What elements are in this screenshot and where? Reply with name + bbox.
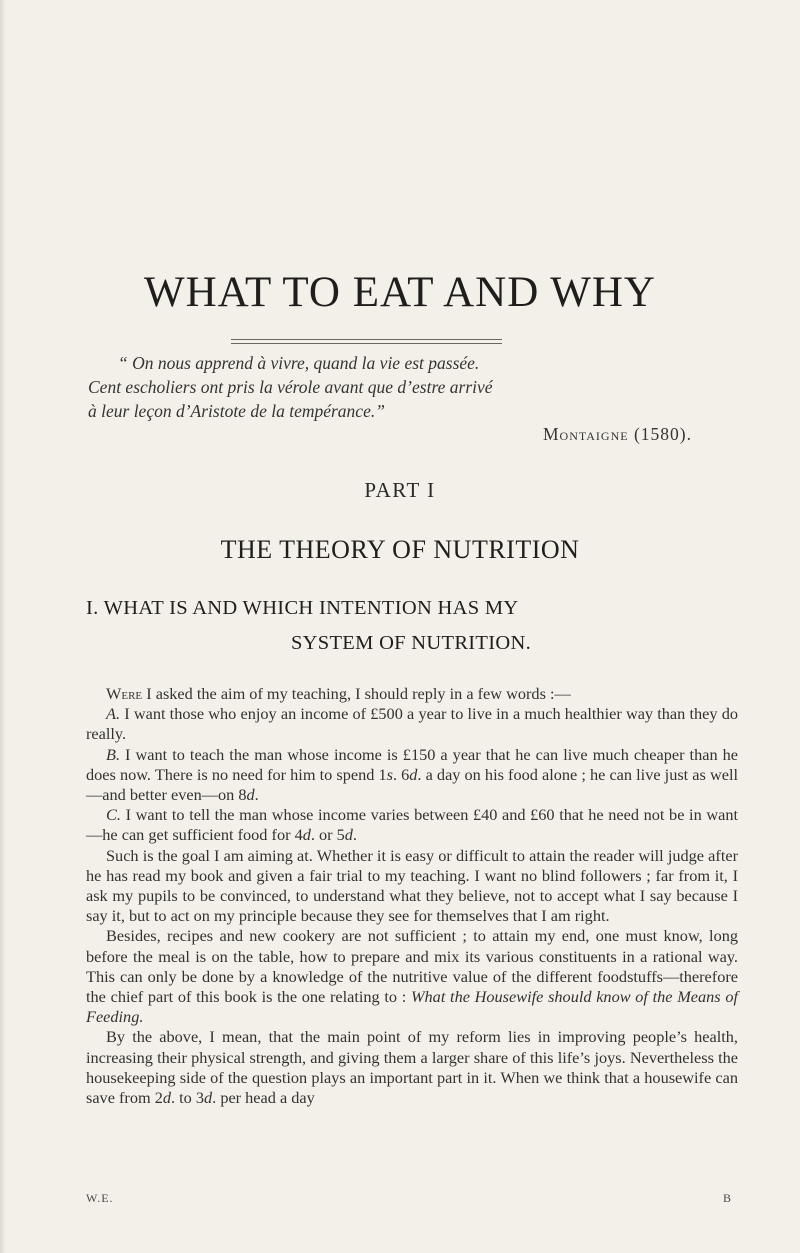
paragraph-c-text-2: . or 5 xyxy=(310,825,345,845)
part-heading: PART I xyxy=(364,478,436,502)
pence-abbr: d xyxy=(344,825,353,845)
paragraph-c-text-3: . xyxy=(352,825,357,845)
paragraph-b-text-4: . xyxy=(254,785,259,805)
chapter-heading-line-2: SYSTEM OF NUTRITION. xyxy=(290,632,532,654)
paragraph-goal: Such is the goal I am aiming at. Whether it is easy or difficult to attain the reader will judge after he has read my book and given a fair trial to my teaching. I want no blind followers ; far from it, I ask my pupils to be convinced, to understand what they believe, not to accept what I say because I say it, but to act on my principle because they see for themselves that I am right. xyxy=(86,845,738,926)
chapter-heading-line-1: I. WHAT IS AND WHICH INTENTION HAS MY xyxy=(86,597,519,619)
paragraph-a-text: I want those who enjoy an income of £500 a year to live in a much healthier way than they do really. xyxy=(86,704,738,744)
label-b: B. xyxy=(106,744,121,764)
paragraph-besides-text: Besides, recipes and new cookery are not sufficient ; to attain my end, one must know, long before the meal is on the table, how to prepare and mix its various constituents in a rational way. This can only be done by a knowledge of the nutritive value of the different foodstuffs—therefore the chief part of this book is the one relating to : xyxy=(86,926,738,1007)
epigraph xyxy=(88,351,728,423)
pence-abbr: d xyxy=(204,1088,213,1108)
pence-abbr: d xyxy=(246,785,255,805)
pence-abbr: d xyxy=(162,1088,171,1108)
pence-abbr: d xyxy=(409,764,418,784)
paragraph-reform-text-3: . per head a day xyxy=(212,1088,315,1108)
label-c: C. xyxy=(106,805,121,825)
part-title: THE THEORY OF NUTRITION xyxy=(220,535,580,564)
chapter-heading xyxy=(86,591,736,661)
paragraph-besides xyxy=(86,926,738,1027)
epigraph-attribution: Montaigne (1580). xyxy=(543,424,692,444)
page-edge-shadow xyxy=(0,0,6,1253)
paragraph-b-text-2: . 6 xyxy=(392,764,410,784)
paragraph-reform xyxy=(86,1027,738,1108)
body-text xyxy=(86,684,738,1108)
label-a: A. xyxy=(106,704,121,724)
paragraph-b-text-1: I want to teach the man whose income is £150 a year that he can live much cheaper than he does now. There is no need for him to spend 1 xyxy=(86,744,738,784)
epigraph-line-2: Cent escholiers ont pris la vérole avant que d’estre arrivé xyxy=(88,377,493,397)
pence-abbr: d xyxy=(302,825,311,845)
printer-signature: W.E. xyxy=(86,1191,114,1205)
paragraph-b xyxy=(86,745,738,806)
paragraph-b-text-3: . a day on his food alone ; he can live just as well—and better even—on 8 xyxy=(86,764,739,805)
epigraph-line-3: à leur leçon d’Aristote de la tempérance.” xyxy=(88,401,385,421)
signature-mark: B xyxy=(722,1191,732,1205)
paragraph-intro-text: I asked the aim of my teaching, I should reply in a few words :— xyxy=(142,684,571,703)
epigraph-line-1: “ On nous apprend à vivre, quand la vie est passée. xyxy=(118,353,480,373)
book-section-title: What the Housewife should know of the Means of Feeding. xyxy=(86,987,739,1027)
small-caps-opening: Were xyxy=(106,684,143,703)
shilling-abbr: s xyxy=(386,764,393,784)
paragraph-a xyxy=(86,704,738,744)
title-double-rule xyxy=(231,339,502,344)
paragraph-reform-text-2: . to 3 xyxy=(171,1088,205,1108)
paragraph-c xyxy=(86,805,738,845)
page-title: WHAT TO EAT AND WHY xyxy=(144,269,656,316)
paragraph-c-text-1: I want to tell the man whose income varies between £40 and £60 that he need not be in want—he can get sufficient food for 4 xyxy=(86,805,738,845)
paragraph-reform-text-1: By the above, I mean, that the main point of my reform lies in improving people’s health, increasing their physical strength, and giving them a larger share of this life’s joys. Nevertheless the housekeeping side of the question plays an important part in it. When we think that a housewife can save from 2 xyxy=(86,1027,738,1108)
paragraph-intro xyxy=(86,684,738,704)
